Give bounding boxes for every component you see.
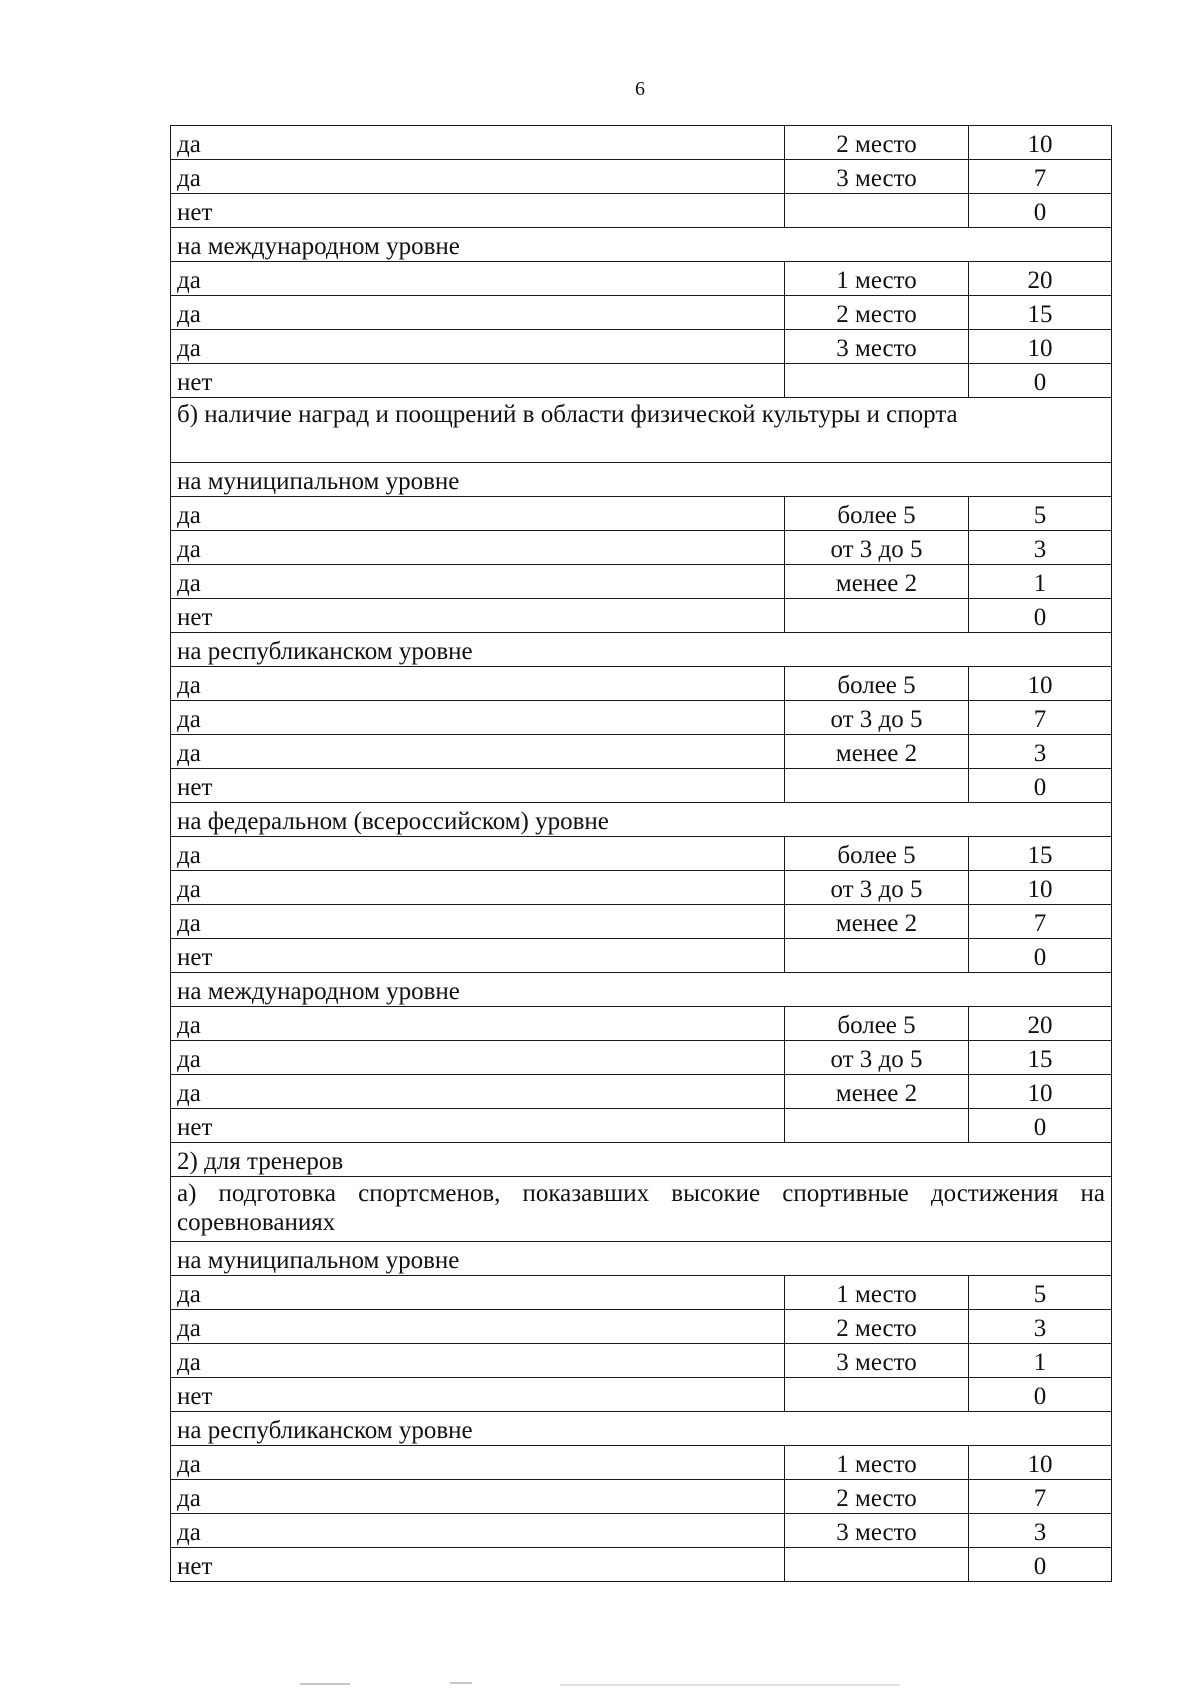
place-cell: 2 место [785,296,969,330]
place-cell [785,599,969,633]
points-cell: 10 [969,667,1112,701]
place-cell: от 3 до 5 [785,1041,969,1075]
place-cell [785,769,969,803]
table-row [171,1310,1112,1344]
table-row [171,531,1112,565]
place-cell: от 3 до 5 [785,531,969,565]
table-row [171,735,1112,769]
criterion-cell: нет [171,364,785,398]
table-row [171,1075,1112,1109]
table-row [171,1480,1112,1514]
criterion-cell: да [171,1007,785,1041]
place-cell: 1 место [785,262,969,296]
section-row [171,973,1112,1007]
place-cell: 2 место [785,1480,969,1514]
points-cell: 3 [969,531,1112,565]
place-cell [785,939,969,973]
table-row [171,1344,1112,1378]
place-cell: более 5 [785,497,969,531]
criterion-cell: да [171,905,785,939]
points-cell: 10 [969,1446,1112,1480]
criterion-cell: да [171,330,785,364]
place-cell: от 3 до 5 [785,701,969,735]
criterion-cell: да [171,1344,785,1378]
place-cell: менее 2 [785,1075,969,1109]
section-row [171,228,1112,262]
table-row [171,871,1112,905]
criterion-cell: да [171,1310,785,1344]
points-cell: 0 [969,364,1112,398]
section-heading: на международном уровне [171,973,1112,1007]
section-row [171,803,1112,837]
section-row [171,463,1112,497]
place-cell: 3 место [785,160,969,194]
points-cell: 0 [969,939,1112,973]
points-cell: 0 [969,1548,1112,1582]
points-cell: 1 [969,1344,1112,1378]
section-row [171,633,1112,667]
criterion-cell: нет [171,194,785,228]
criterion-cell: да [171,1041,785,1075]
section-heading: 2) для тренеров [171,1143,1112,1177]
table-row [171,364,1112,398]
points-cell: 7 [969,701,1112,735]
points-cell: 1 [969,565,1112,599]
place-cell: 3 место [785,1344,969,1378]
table-row [171,599,1112,633]
points-cell: 10 [969,330,1112,364]
criterion-cell: да [171,1075,785,1109]
place-cell: менее 2 [785,735,969,769]
table-row [171,1514,1112,1548]
section-heading: на муниципальном уровне [171,1242,1112,1276]
place-cell: 3 место [785,330,969,364]
criterion-cell: да [171,160,785,194]
page-number: 6 [635,78,645,100]
place-cell: 2 место [785,1310,969,1344]
table-row [171,837,1112,871]
criterion-cell: да [171,735,785,769]
points-cell: 7 [969,905,1112,939]
table-row [171,1041,1112,1075]
points-cell: 10 [969,1075,1112,1109]
place-cell: от 3 до 5 [785,871,969,905]
table-row [171,939,1112,973]
points-cell: 10 [969,871,1112,905]
place-cell: 3 место [785,1514,969,1548]
section-row [171,1143,1112,1177]
points-cell: 15 [969,296,1112,330]
table-row [171,701,1112,735]
place-cell: более 5 [785,667,969,701]
points-cell: 10 [969,126,1112,160]
place-cell: 2 место [785,126,969,160]
section-heading: на республиканском уровне [171,633,1112,667]
table-row [171,1109,1112,1143]
criterion-cell: да [171,1276,785,1310]
section-row [171,1177,1112,1242]
points-cell: 0 [969,1378,1112,1412]
place-cell: менее 2 [785,905,969,939]
table-row [171,160,1112,194]
criterion-cell: да [171,701,785,735]
place-cell: более 5 [785,1007,969,1041]
criterion-cell: да [171,1514,785,1548]
points-cell: 15 [969,837,1112,871]
criterion-cell: да [171,126,785,160]
scan-artifact [300,1683,350,1685]
points-cell: 7 [969,1480,1112,1514]
criterion-cell: да [171,1446,785,1480]
table-row [171,1276,1112,1310]
table-row [171,262,1112,296]
points-cell: 5 [969,1276,1112,1310]
table-row [171,1378,1112,1412]
criterion-cell: да [171,837,785,871]
criterion-cell: нет [171,1109,785,1143]
place-cell: более 5 [785,837,969,871]
points-cell: 15 [969,1041,1112,1075]
scoring-table-body [171,126,1112,1582]
points-cell: 0 [969,769,1112,803]
section-heading: на федеральном (всероссийском) уровне [171,803,1112,837]
points-cell: 7 [969,160,1112,194]
points-cell: 3 [969,1514,1112,1548]
place-cell [785,1109,969,1143]
criterion-cell: да [171,667,785,701]
scan-artifact [450,1682,472,1684]
place-cell [785,194,969,228]
table-row [171,905,1112,939]
place-cell: менее 2 [785,565,969,599]
criterion-cell: нет [171,939,785,973]
points-cell: 5 [969,497,1112,531]
section-heading: а) подготовка спортсменов, показавших высокие спортивные достижения на соревнованиях [171,1177,1112,1242]
scan-artifact [560,1684,900,1686]
table-row [171,1548,1112,1582]
section-row [171,398,1112,463]
criterion-cell: да [171,1480,785,1514]
section-row [171,1242,1112,1276]
place-cell [785,364,969,398]
section-heading: б) наличие наград и поощрений в области физической культуры и спорта [171,398,1112,463]
place-cell [785,1378,969,1412]
points-cell: 0 [969,599,1112,633]
criterion-cell: да [171,262,785,296]
place-cell: 1 место [785,1446,969,1480]
table-row [171,296,1112,330]
points-cell: 20 [969,262,1112,296]
points-cell: 3 [969,1310,1112,1344]
points-cell: 0 [969,1109,1112,1143]
points-cell: 20 [969,1007,1112,1041]
table-row [171,769,1112,803]
criterion-cell: да [171,565,785,599]
section-heading: на муниципальном уровне [171,463,1112,497]
scoring-table [170,125,1112,1582]
points-cell: 3 [969,735,1112,769]
criterion-cell: нет [171,599,785,633]
table-row [171,194,1112,228]
criterion-cell: да [171,871,785,905]
table-row [171,497,1112,531]
criterion-cell: да [171,497,785,531]
place-cell: 1 место [785,1276,969,1310]
points-cell: 0 [969,194,1112,228]
place-cell [785,1548,969,1582]
section-heading: на международном уровне [171,228,1112,262]
section-row [171,1412,1112,1446]
table-row [171,1446,1112,1480]
criterion-cell: да [171,531,785,565]
section-heading: на республиканском уровне [171,1412,1112,1446]
table-row [171,330,1112,364]
table-row [171,1007,1112,1041]
table-row [171,667,1112,701]
table-row [171,126,1112,160]
criterion-cell: нет [171,1548,785,1582]
table-row [171,565,1112,599]
criterion-cell: да [171,296,785,330]
criterion-cell: нет [171,769,785,803]
criterion-cell: нет [171,1378,785,1412]
